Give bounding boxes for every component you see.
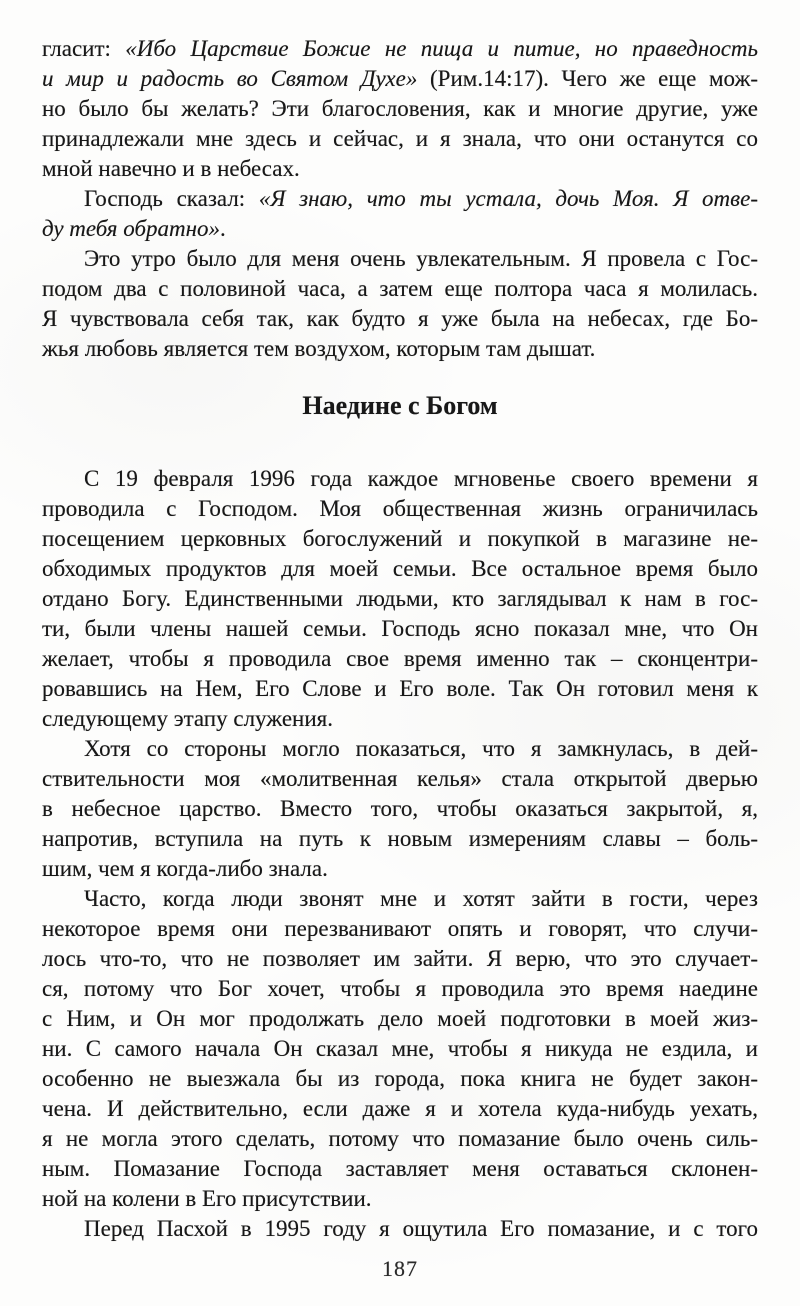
text-block-before-heading [42,34,758,364]
text-line [42,554,758,584]
text-segment: лось что-то, что не позволяет им зайти. Я верю, что это случает- [42,946,758,971]
text-segment: (Рим.14:17). Чего же еще мож- [417,66,758,91]
italic-text-segment: «Я знаю, что ты устала, дочь Моя. Я отве- [258,186,758,211]
text-segment: ствительности моя «молитвенная келья» стала открытой дверью [42,766,758,791]
text-column [42,34,758,1284]
italic-text-segment: и мир и радость во Святом Духе» [42,66,418,91]
text-line [42,274,758,304]
text-block-after-heading [42,464,758,1244]
text-line [42,64,758,94]
text-segment: в небесное царство. Вместо того, чтобы оказаться закрытой, я, [42,796,758,821]
text-line [42,94,758,124]
text-segment: чена. И действительно, если даже я и хотела куда-нибудь уехать, [42,1096,758,1121]
text-segment: мной навечно и в небесах. [42,156,300,181]
text-segment: Это утро было для меня очень увлекательным. Я провела с Гос- [84,246,758,271]
text-segment: ной на колени в Его присутствии. [42,1186,372,1211]
text-segment: отдано Богу. Единственными людьми, кто заглядывал к нам в гос- [42,586,758,611]
text-segment: с Ним, и Он мог продолжать дело моей подготовки в моей жиз- [42,1006,758,1031]
text-line [42,464,758,494]
text-line [42,704,758,734]
italic-text-segment: ду тебя обратно» [42,216,221,241]
text-line [42,124,758,154]
text-segment: . [220,216,226,241]
text-line [42,974,758,1004]
text-line [42,674,758,704]
text-segment: Часто, когда люди звонят мне и хотят зайти в гости, через [84,886,758,911]
text-segment: Перед Пасхой в 1995 году я ощутила Его помазание, и с того [84,1216,758,1241]
text-line [42,884,758,914]
text-line [42,1124,758,1154]
text-segment: особенно не выезжала бы из города, пока книга не будет закон- [42,1066,758,1091]
text-segment: я не могла этого сделать, потому что помазание было очень силь- [42,1126,758,1151]
text-line [42,914,758,944]
text-line [42,584,758,614]
text-line [42,184,758,214]
text-line [42,764,758,794]
text-segment: посещением церковных богослужений и покупкой в магазине не- [42,526,758,551]
text-segment: жья любовь является тем воздухом, которым там дышат. [42,336,596,361]
text-line [42,644,758,674]
text-line [42,1154,758,1184]
text-segment: ным. Помазание Господа заставляет меня оставаться склонен- [42,1156,758,1181]
text-segment: Господь сказал: [84,186,259,211]
text-line [42,734,758,764]
text-line [42,824,758,854]
text-segment: ти, были члены нашей семьи. Господь ясно показал мне, что Он [42,616,758,641]
text-line [42,1184,758,1214]
italic-text-segment: «Ибо Царствие Божие не пища и питие, но праведность [125,36,758,61]
text-segment: ся, потому что Бог хочет, чтобы я проводила это время наедине [42,976,758,1001]
page-number: 187 [382,1256,418,1281]
text-segment: гласит: [42,36,126,61]
text-segment: напротив, вступила на путь к новым измерениям славы – боль- [42,826,758,851]
text-line [42,34,758,64]
text-segment: Я чувствовала себя так, как будто я уже была на небесах, где Бо- [42,306,758,331]
text-segment: ровавшись на Нем, Его Слове и Его воле. Так Он готовил меня к [42,676,758,701]
text-segment: проводила с Господом. Моя общественная жизнь ограничилась [42,496,758,521]
text-segment: следующему этапу служения. [42,706,333,731]
text-segment: Хотя со стороны могло показаться, что я замкнулась, в дей- [84,736,758,761]
text-line [42,1004,758,1034]
text-line [42,494,758,524]
text-segment: ни. С самого начала Он сказал мне, чтобы я никуда не ездила, и [42,1036,758,1061]
text-segment: подом два с половиной часа, а затем еще полтора часа я молилась. [42,276,758,301]
text-line [42,1034,758,1064]
text-segment: желает, чтобы я проводила свое время именно так – сконцентри- [42,646,758,671]
text-segment: шим, чем я когда-либо знала. [42,856,328,881]
text-line [42,334,758,364]
text-line [42,854,758,884]
text-line [42,1214,758,1244]
text-segment: обходимых продуктов для моей семьи. Все остальное время было [42,556,758,581]
text-line [42,614,758,644]
text-line [42,524,758,554]
text-segment: принадлежали мне здесь и сейчас, и я знала, что они останутся со [42,126,758,151]
text-line [42,944,758,974]
text-line [42,244,758,274]
text-line [42,1094,758,1124]
text-line [42,154,758,184]
text-segment: но было бы желать? Эти благословения, как и многие другие, уже [42,96,758,121]
text-line [42,214,758,244]
text-segment: некоторое время они перезванивают опять и говорят, что случи- [42,916,758,941]
text-line [42,794,758,824]
text-segment: С 19 февраля 1996 года каждое мгновенье своего времени я [84,466,758,491]
section-heading: Наедине с Богом [302,391,498,420]
text-line [42,304,758,334]
text-line [42,1064,758,1094]
